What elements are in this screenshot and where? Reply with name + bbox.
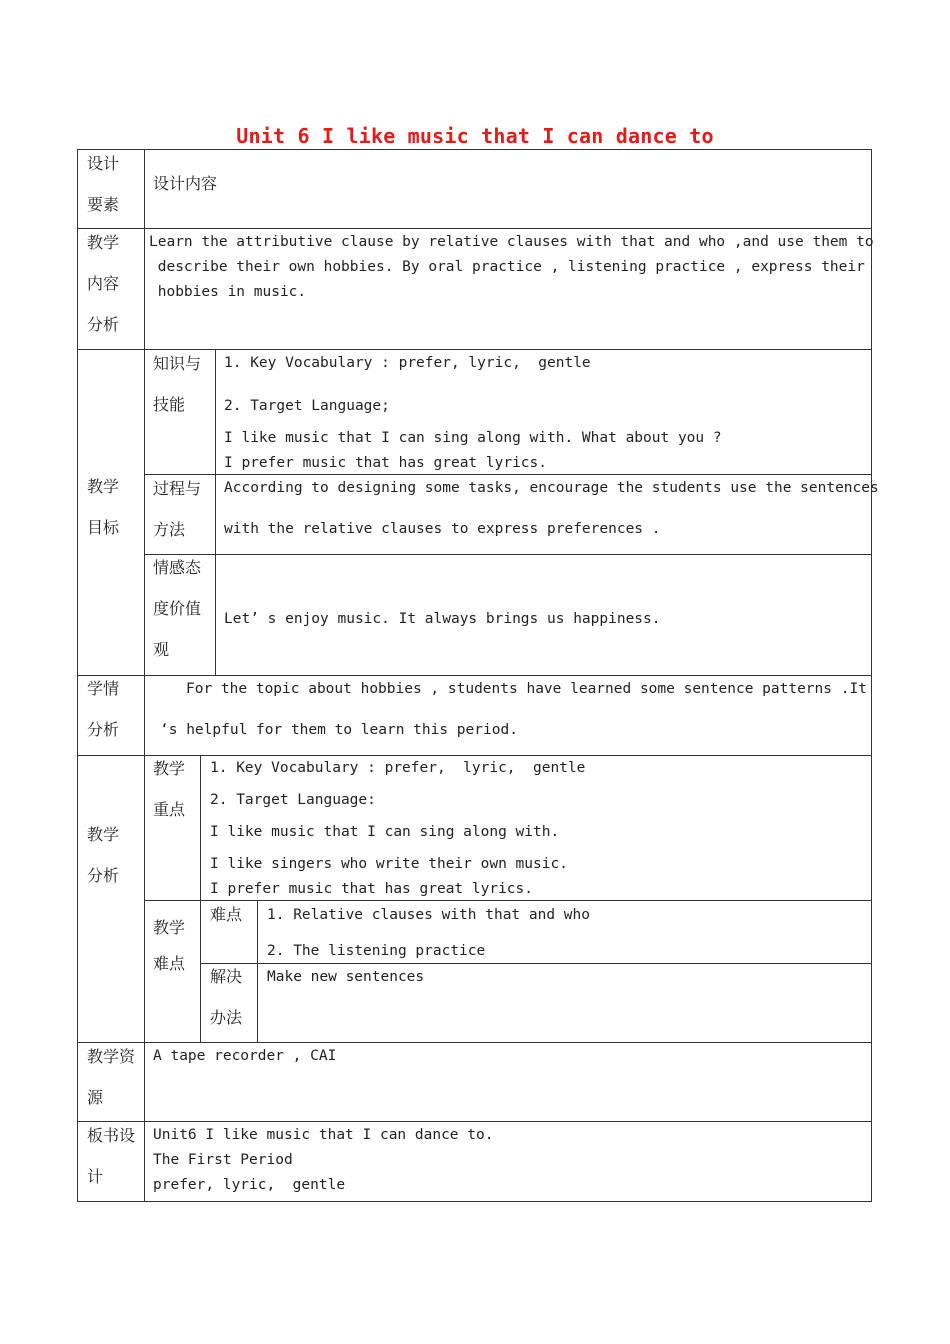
teaching-goals-label-1: 教学 (87, 477, 120, 496)
knowledge-label-2: 技能 (153, 395, 186, 414)
content-analysis-line-1: Learn the attributive clause by relative clauses with that and who ,and use them to (149, 234, 874, 250)
difficulties-label-2: 难点 (153, 954, 186, 973)
content-analysis-line-2: describe their own hobbies. By oral practice , listening practice , express their (149, 259, 865, 275)
content-analysis-label-2: 内容 (87, 274, 120, 293)
content-analysis-label-3: 分析 (87, 315, 120, 334)
header-label-line-2: 要素 (87, 195, 120, 214)
solution-label (210, 956, 242, 1038)
key-points-line-3: I like music that I can sing along with. (210, 824, 560, 840)
key-points-line-1: 1. Key Vocabulary : prefer, lyric, gentle (210, 760, 586, 776)
resources-line-1: A tape recorder , CAI (153, 1048, 337, 1064)
learner-label-1: 学情 (87, 679, 120, 698)
board-line-3: prefer, lyric, gentle (153, 1177, 346, 1193)
emotion-label-2: 度价值 (153, 599, 202, 618)
content-analysis-text (149, 230, 874, 305)
learner-line-2: ‘s helpful for them to learn this period. (160, 722, 518, 738)
resources-label (87, 1036, 135, 1118)
solution-label-1: 解决 (210, 967, 243, 986)
header-label (87, 143, 119, 225)
key-points-label-2: 重点 (153, 800, 186, 819)
key-points-line-5: I prefer music that has great lyrics. (210, 881, 534, 897)
hard-point-text (267, 903, 590, 964)
content-analysis-label-1: 教学 (87, 233, 120, 252)
emotion-values-label (153, 547, 201, 670)
page-title: Unit 6 I like music that I can dance to (236, 124, 714, 148)
difficulties-label-1: 教学 (153, 918, 186, 937)
solution-label-2: 办法 (210, 1008, 243, 1027)
learner-analysis-label (87, 668, 119, 750)
key-points-line-4: I like singers who write their own music. (210, 856, 568, 872)
process-line-1: According to designing some tasks, encourage the students use the sentences (224, 480, 879, 496)
key-points-label (153, 748, 185, 830)
teaching-analysis-label-2: 分析 (87, 866, 120, 885)
knowledge-line-1: 1. Key Vocabulary : prefer, lyric, gentle (224, 355, 591, 371)
difficulties-label (153, 910, 185, 982)
emotion-label-1: 情感态 (153, 558, 202, 577)
board-design-label (87, 1115, 135, 1197)
board-label-1: 板书设 (87, 1126, 136, 1145)
resources-label-2: 源 (87, 1088, 104, 1107)
board-design-text (153, 1123, 493, 1198)
process-methods-label (153, 468, 201, 550)
process-methods-text (224, 476, 879, 542)
emotion-line-1: Let’ s enjoy music. It always brings us happiness. (224, 611, 661, 627)
knowledge-line-3: I like music that I can sing along with. What about you ? (224, 430, 722, 446)
hard-point-label: 难点 (210, 905, 243, 924)
knowledge-skills-label (153, 343, 201, 425)
hard-line-1: 1. Relative clauses with that and who (267, 907, 591, 923)
teaching-goals-label-2: 目标 (87, 518, 120, 537)
knowledge-line-2: 2. Target Language; (224, 398, 390, 414)
process-line-2: with the relative clauses to express preferences . (224, 521, 661, 537)
content-analysis-label (87, 222, 119, 345)
hard-line-2: 2. The listening practice (267, 943, 486, 959)
process-label-1: 过程与 (153, 479, 202, 498)
teaching-analysis-label (87, 814, 119, 896)
content-analysis-line-3: hobbies in music. (149, 284, 307, 300)
board-line-2: The First Period (153, 1152, 293, 1168)
header-label-line-1: 设计 (87, 154, 120, 173)
board-line-1: Unit6 I like music that I can dance to. (153, 1127, 494, 1143)
resources-label-1: 教学资 (87, 1047, 136, 1066)
knowledge-skills-text (224, 351, 722, 476)
key-points-line-2: 2. Target Language: (210, 792, 376, 808)
solution-line-1: Make new sentences (267, 969, 425, 985)
knowledge-label-1: 知识与 (153, 354, 202, 373)
resources-text (153, 1044, 336, 1069)
solution-text (267, 965, 424, 990)
board-label-2: 计 (87, 1167, 104, 1186)
emotion-values-text (224, 607, 661, 632)
knowledge-line-4: I prefer music that has great lyrics. (224, 455, 548, 471)
header-content: 设计内容 (153, 174, 218, 193)
learner-label-2: 分析 (87, 720, 120, 739)
teaching-goals-label (87, 466, 119, 548)
learner-analysis-text (186, 677, 867, 702)
process-label-2: 方法 (153, 520, 186, 539)
emotion-label-3: 观 (153, 640, 170, 659)
learner-analysis-text-2 (160, 718, 518, 743)
teaching-analysis-label-1: 教学 (87, 825, 120, 844)
key-points-text (210, 756, 585, 902)
learner-line-1: For the topic about hobbies , students have learned some sentence patterns .It (186, 681, 867, 697)
key-points-label-1: 教学 (153, 759, 186, 778)
